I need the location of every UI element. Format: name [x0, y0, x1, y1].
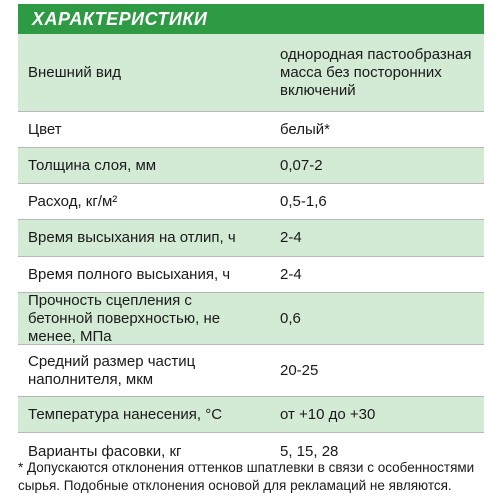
value-cell: 5, 15, 28 [280, 443, 339, 460]
param-cell: Средний размер частиц наполнителя, мкм [28, 352, 196, 388]
param-cell: Внешний вид [28, 63, 121, 81]
param-cell: Время высыхания на отлип, ч [28, 229, 236, 246]
value-cell: 0,6 [280, 309, 301, 327]
param-cell: Толщина слоя, мм [28, 156, 157, 174]
characteristics-table [18, 34, 484, 471]
value-cell: белый* [280, 120, 331, 138]
table-row [18, 257, 484, 293]
table-row [18, 148, 484, 184]
value-cell: 20-25 [280, 361, 319, 379]
param-cell: Расход, кг/м² [28, 192, 118, 210]
param-cell: Время полного высыхания, ч [28, 265, 231, 283]
table-row [18, 220, 484, 257]
footnote: * Допускаются отклонения оттенков шпатлевки в связи с особенностями сырья. Подобные отклонения основой для рекламаций не являются. [18, 460, 475, 493]
table-row [18, 397, 484, 433]
param-cell: Варианты фасовки, кг [28, 443, 182, 460]
value-cell: 2-4 [280, 229, 302, 246]
param-cell: Цвет [28, 120, 62, 138]
param-cell: Прочность сцепления с бетонной поверхностью, не менее, МПа [28, 291, 221, 345]
value-cell: от +10 до +30 [280, 405, 376, 423]
table-row [18, 184, 484, 220]
value-cell: 0,07-2 [280, 156, 323, 174]
value-cell: однородная пастообразная масса без посторонних включений [280, 45, 472, 99]
table-row [18, 293, 484, 345]
value-cell: 2-4 [280, 265, 302, 283]
table-row [18, 345, 484, 397]
section-title: ХАРАКТЕРИСТИКИ [32, 8, 208, 29]
table-row [18, 112, 484, 148]
value-cell: 0,5-1,6 [280, 192, 327, 210]
table-row [18, 34, 484, 112]
param-cell: Температура нанесения, °С [28, 405, 223, 423]
section-header [18, 4, 484, 34]
